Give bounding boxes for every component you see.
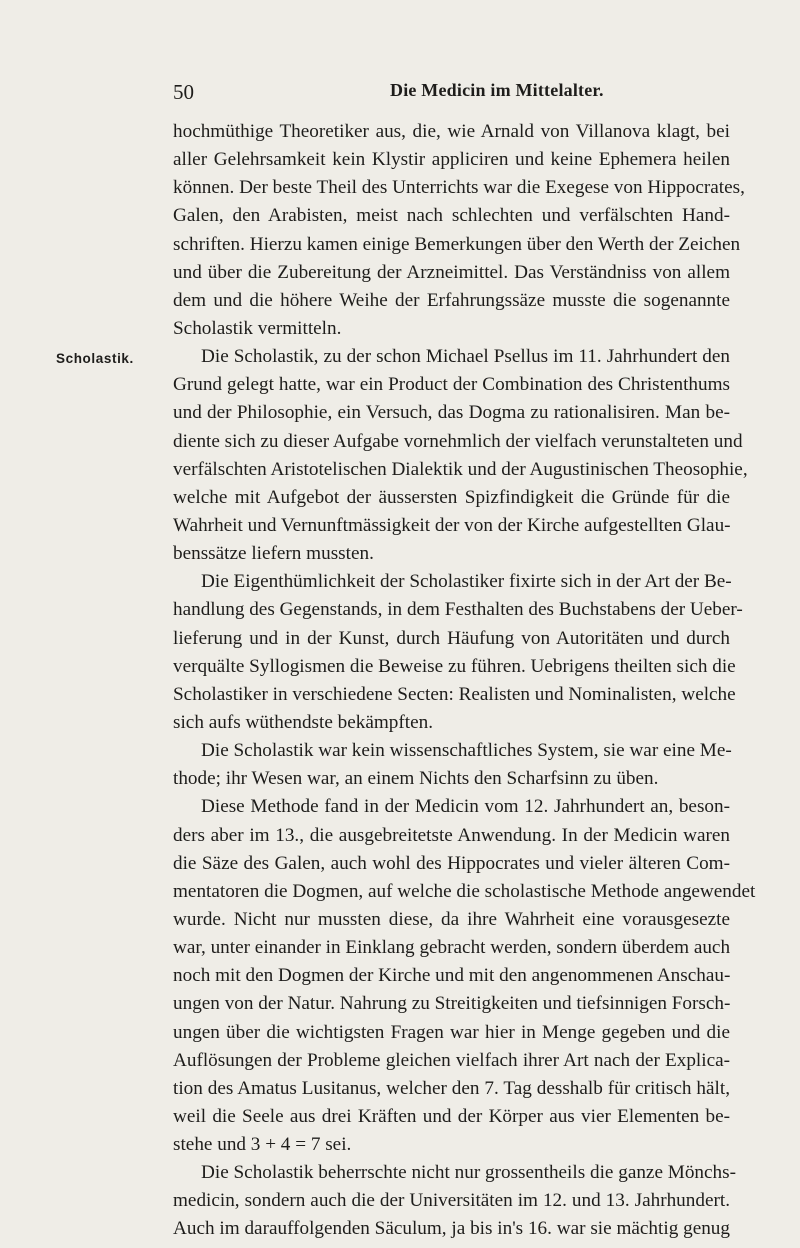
text-line: und der Philosophie, ein Versuch, das Dogma zu rationalisiren. Man be-: [173, 402, 730, 424]
text-line: dem und die höhere Weihe der Erfahrungssäze musste die sogenannte: [173, 289, 730, 311]
text-line: tion des Amatus Lusitanus, welcher den 7. Tag desshalb für critisch hält,: [173, 1077, 730, 1099]
text-line: Wahrheit und Vernunftmässigkeit der von der Kirche aufgestellten Glau-: [173, 514, 731, 536]
text-line: hochmüthige Theoretiker aus, die, wie Arnald von Villanova klagt, bei: [173, 121, 730, 142]
text-line: die Säze des Galen, auch wohl des Hippocrates und vieler älteren Com-: [173, 852, 730, 874]
text-line: Auflösungen der Probleme gleichen vielfach ihrer Art nach der Explica-: [173, 1049, 730, 1071]
running-title: Die Medicin im Mittelalter.: [390, 80, 604, 100]
margin-note: Scholastik.: [56, 351, 134, 366]
text-line: Diese Methode fand in der Medicin vom 12. Jahrhundert an, beson-: [201, 796, 730, 818]
text-line: handlung des Gegenstands, in dem Festhalten des Buchstabens der Ueber-: [173, 599, 743, 621]
text-line: aller Gelehrsamkeit kein Klystir appliciren und keine Ephemera heilen: [173, 149, 730, 171]
text-line: benssätze liefern mussten.: [173, 543, 374, 565]
text-line: wurde. Nicht nur mussten diese, da ihre Wahrheit eine vorausgesezte: [173, 908, 730, 930]
text-line: Die Eigenthümlichkeit der Scholastiker fixirte sich in der Art der Be-: [201, 571, 732, 593]
text-line: ungen von der Natur. Nahrung zu Streitigkeiten und tiefsinnigen Forsch-: [173, 993, 731, 1015]
text-line: verfälschten Aristotelischen Dialektik und der Augustinischen Theosophie,: [173, 458, 748, 480]
text-line: und über die Zubereitung der Arzneimittel. Das Verständniss von allem: [173, 261, 730, 283]
text-line: noch mit den Dogmen der Kirche und mit den angenommenen Anschau-: [173, 965, 731, 987]
text-line: lieferung und in der Kunst, durch Häufung von Autoritäten und durch: [173, 627, 730, 649]
page-number: 50: [173, 80, 194, 104]
text-line: war, unter einander in Einklang gebracht werden, sondern überdem auch: [173, 937, 731, 959]
text-line: Die Scholastik beherrschte nicht nur grossentheils die ganze Mönchs-: [201, 1162, 736, 1184]
text-line: mentatoren die Dogmen, auf welche die scholastische Methode angewendet: [173, 880, 756, 902]
text-line: Die Scholastik, zu der schon Michael Psellus im 11. Jahrhundert den: [201, 346, 730, 368]
text-line: ders aber im 13., die ausgebreitetste Anwendung. In der Medicin waren: [173, 824, 730, 846]
text-line: schriften. Hierzu kamen einige Bemerkungen über den Werth der Zeichen: [173, 233, 741, 255]
text-line: stehe und 3 + 4 = 7 sei.: [173, 1134, 352, 1156]
text-line: Scholastiker in verschiedene Secten: Realisten und Nominalisten, welche: [173, 683, 736, 705]
body-text: [173, 118, 756, 1244]
text-line: ungen über die wichtigsten Fragen war hier in Menge gegeben und die: [173, 1021, 730, 1043]
text-line: können. Der beste Theil des Unterrichts war die Exegese von Hippocrates,: [173, 177, 745, 199]
text-line: Grund gelegt hatte, war ein Product der Combination des Christenthums: [173, 374, 730, 396]
text-line: sich aufs wüthendste bekämpften.: [173, 711, 434, 733]
text-line: Scholastik vermitteln.: [173, 317, 342, 339]
text-line: medicin, sondern auch die der Universitäten im 12. und 13. Jahrhundert.: [173, 1190, 730, 1212]
text-line: diente sich zu dieser Aufgabe vornehmlich der vielfach verunstalteten und: [173, 430, 743, 452]
page-header: [170, 80, 730, 106]
text-line: Die Scholastik war kein wissenschaftliches System, sie war eine Me-: [201, 740, 732, 762]
text-line: Auch im darauffolgenden Säculum, ja bis in's 16. war sie mächtig genug: [173, 1218, 730, 1240]
text-line: thode; ihr Wesen war, an einem Nichts den Scharfsinn zu üben.: [173, 768, 659, 790]
text-line: weil die Seele aus drei Kräften und der Körper aus vier Elementen be-: [173, 1105, 730, 1127]
text-line: welche mit Aufgebot der äussersten Spizfindigkeit die Gründe für die: [173, 486, 730, 508]
text-line: verquälte Syllogismen die Beweise zu führen. Uebrigens theilten sich die: [173, 655, 736, 677]
text-line: Galen, den Arabisten, meist nach schlechten und verfälschten Hand-: [173, 205, 730, 227]
